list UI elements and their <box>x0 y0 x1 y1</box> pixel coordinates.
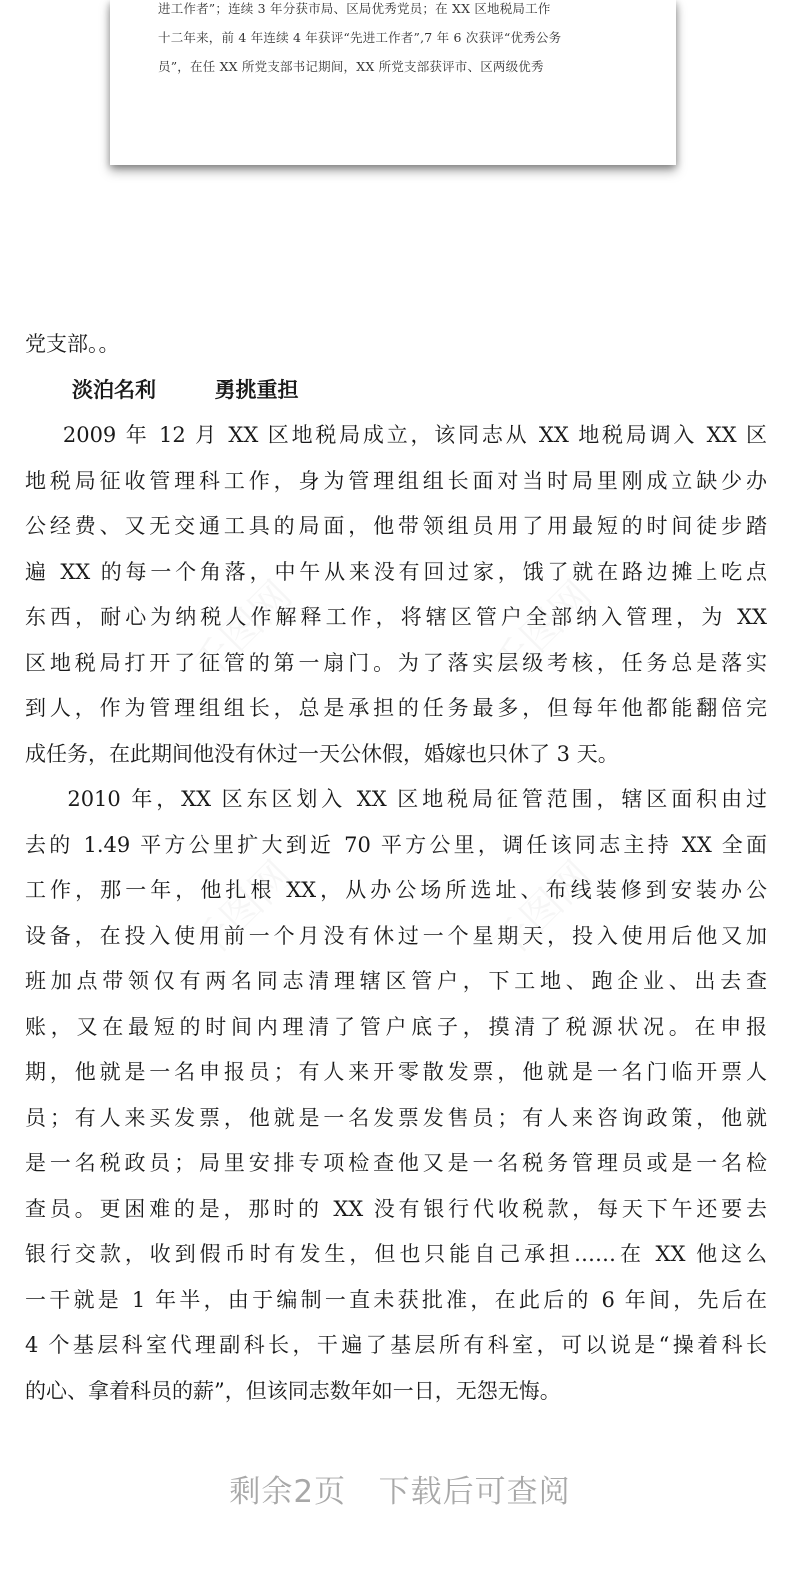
continuation-line: 党支部。。 <box>25 332 120 356</box>
text-line: 2009 年 12 月 XX 区地税局成立，该同志从 XX 地税局调入 XX 区 <box>25 423 767 447</box>
paragraph-2 <box>25 777 767 1414</box>
text-line: 4 个基层科室代理副科长，干遍了基层所有科室，可以说是“操着科长 <box>25 1333 767 1357</box>
text-line: 公经费、又无交通工具的局面，他带领组员用了用最短的时间徒步踏 <box>25 514 767 538</box>
text-line: 班加点带领仅有两名同志清理辖区管户，下工地、跑企业、出去查 <box>25 969 767 993</box>
text-line: 账，又在最短的时间内理清了管户底子，摸清了税源状况。在申报 <box>25 1014 767 1039</box>
paragraph-1 <box>25 413 767 777</box>
text-line: 期，他就是一名申报员；有人来开零散发票，他就是一名门临开票人 <box>25 1060 767 1084</box>
text-line: 区地税局打开了征管的第一扇门。为了落实层级考核，任务总是落实 <box>25 650 767 675</box>
text-line: 的心、拿着科员的薪”，但该同志数年如一日，无怨无悔。 <box>25 1378 561 1403</box>
remaining-pages-download-prompt[interactable]: 剩余2页 下载后可查阅 <box>229 1474 571 1510</box>
document-body <box>25 322 767 1414</box>
text-line: 遍 XX 的每一个角落，中午从来没有回过家，饿了就在路边摊上吃点 <box>25 559 767 584</box>
text-line: 地税局征收管理科工作，身为管理组组长面对当时局里刚成立缺少办 <box>25 468 767 493</box>
text-line: 成任务，在此期间他没有休过一天公休假，婚嫁也只休了 3 天。 <box>25 741 619 766</box>
text-line: 一干就是 1 年半，由于编制一直未获批准，在此后的 6 年间，先后在 <box>25 1287 767 1312</box>
preview-line: 进工作者”；连续 3 年分获市局、区局优秀党员；在 XX 区地税局工作 <box>158 1 551 16</box>
text-line: 员；有人来买发票，他就是一名发票发售员；有人来咨询政策，他就 <box>25 1105 767 1130</box>
text-line: 设备，在投入使用前一个月没有休过一个星期天，投入使用后他又加 <box>25 923 767 948</box>
preview-line: 员”，在任 XX 所党支部书记期间，XX 所党支部获评市、区两级优秀 <box>158 59 544 74</box>
preview-text <box>158 0 638 81</box>
preview-line: 十二年来，前 4 年连续 4 年获评“先进工作者”,7 年 6 次获评“优秀公务 <box>158 30 562 45</box>
text-line: 去的 1.49 平方公里扩大到近 70 平方公里，调任该同志主持 XX 全面 <box>25 832 767 857</box>
text-line: 是一名税政员；局里安排专项检查他又是一名税务管理员或是一名检 <box>25 1151 767 1175</box>
text-line: 银行交款，收到假币时有发生，但也只能自己承担……在 XX 他这么 <box>25 1242 767 1266</box>
text-line: 到人，作为管理组组长，总是承担的任务最多，但每年他都能翻倍完 <box>25 696 767 720</box>
text-line: 2010 年，XX 区东区划入 XX 区地税局征管范围，辖区面积由过 <box>25 787 767 811</box>
text-line: 东西，耐心为纳税人作解释工作，将辖区管户全部纳入管理，为 XX <box>25 605 767 629</box>
section-heading: 淡泊名利 勇挑重担 <box>72 377 299 402</box>
page-preview-card <box>110 0 676 165</box>
text-line: 查员。更困难的是，那时的 XX 没有银行代收税款，每天下午还要去 <box>25 1196 767 1221</box>
text-line: 工作，那一年，他扎根 XX，从办公场所选址、布线装修到安装办公 <box>25 878 767 902</box>
